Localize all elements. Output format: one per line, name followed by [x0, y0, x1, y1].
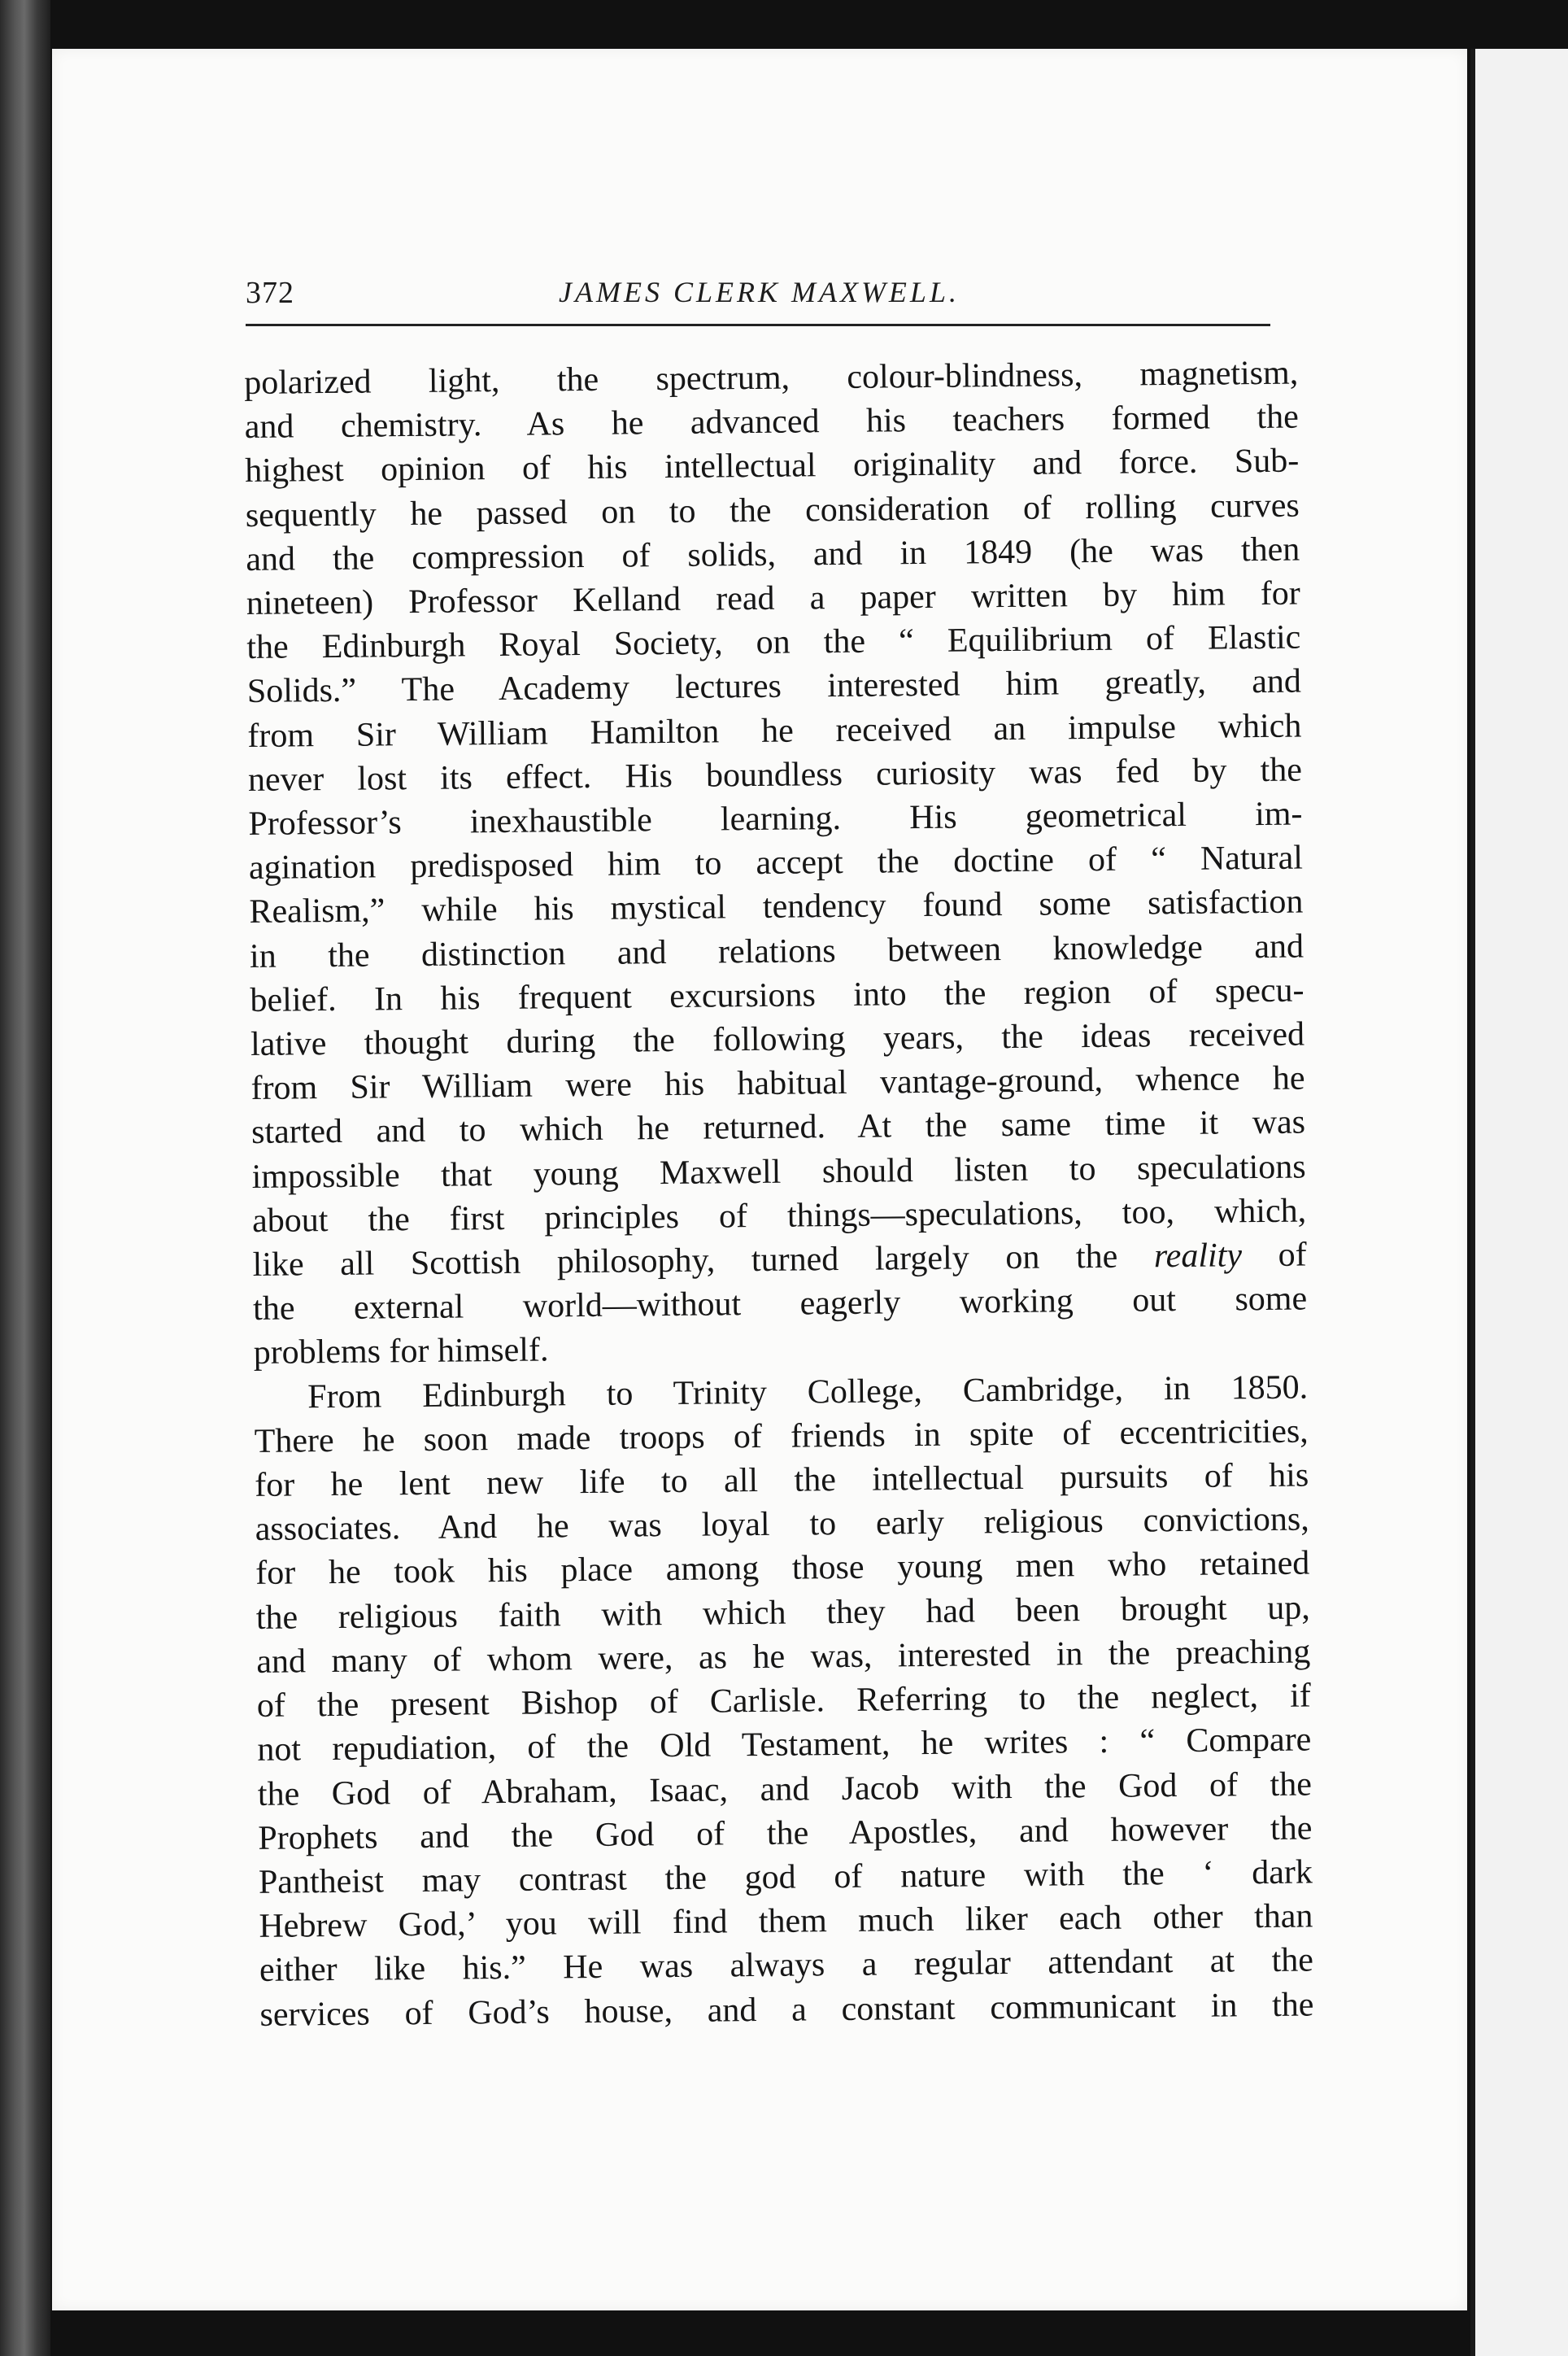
- text-line: Solids.” The Academy lectures interested him greatly, and: [246, 662, 1302, 711]
- text-line: nineteen) Professor Kelland read a paper written by him for: [246, 574, 1301, 623]
- text-line: agination predisposed him to accept the doctine of “ Natural: [248, 839, 1304, 888]
- page-number: 372: [246, 276, 294, 310]
- text-line: associates. And he was loyal to early religious convictions,: [255, 1500, 1309, 1549]
- text-line: Realism,” while his mystical tendency found some satisfaction: [249, 883, 1304, 931]
- text-line: impossible that young Maxwell should listen to speculations: [251, 1148, 1306, 1196]
- text-line: in the distinction and relations between knowledge and: [249, 927, 1304, 975]
- text-line: either like his.” He was always a regular attendant at the: [259, 1941, 1314, 1990]
- text-line: and chemistry. As he advanced his teachers formed the: [244, 398, 1299, 447]
- text-line: for he took his place among those young men who retained: [255, 1544, 1310, 1593]
- text-line: the Edinburgh Royal Society, on the “ Equilibrium of Elastic: [246, 618, 1301, 667]
- text-line: for he lent new life to all the intellectual pursuits of his: [255, 1456, 1309, 1505]
- text-line: sequently he passed on to the consideration of rolling curves: [245, 486, 1300, 534]
- adjacent-page-edge: [1470, 49, 1568, 2356]
- text-segment: like all Scottish philosophy, turned largely on the: [252, 1237, 1155, 1285]
- text-segment: of: [1241, 1236, 1307, 1275]
- text-line: not repudiation, of the Old Testament, he writes : “ Compare: [257, 1721, 1312, 1769]
- text-line: never lost its effect. His boundless curiosity was fed by the: [247, 751, 1303, 799]
- text-line: lative thought during the following years, the ideas received: [250, 1015, 1305, 1064]
- italic-word: reality: [1153, 1237, 1243, 1276]
- running-title: JAMES CLERK MAXWELL.: [559, 276, 960, 308]
- text-line: services of God’s house, and a constant communicant in the: [259, 1985, 1314, 2034]
- text-line: the God of Abraham, Isaac, and Jacob with the God of the: [257, 1765, 1313, 1813]
- text-line: from Sir William were his habitual vantage-ground, whence he: [250, 1059, 1305, 1108]
- body-text: [244, 351, 1314, 2037]
- text-line: Prophets and the God of the Apostles, and however the: [258, 1809, 1313, 1857]
- text-line: belief. In his frequent excursions into the region of specu-: [250, 971, 1304, 1019]
- text-line: about the first principles of things—speculations, too, which,: [251, 1192, 1307, 1240]
- text-line: from Sir William Hamilton he received an impulse which: [247, 707, 1302, 755]
- text-line: and the compression of solids, and in 1849 (he was then: [246, 530, 1300, 578]
- text-line: problems for himself.: [253, 1331, 549, 1372]
- text-line: Hebrew God,’ you will find them much liker each other than: [259, 1897, 1313, 1946]
- text-line: the external world—without eagerly working out some: [252, 1280, 1308, 1329]
- text-line: polarized light, the spectrum, colour-blindness, magnetism,: [244, 354, 1299, 402]
- text-line: Professor’s inexhaustible learning. His geometrical im-: [248, 795, 1303, 844]
- book-binding-edge: [0, 0, 50, 2356]
- running-header: [246, 275, 1270, 326]
- text-line: started and to which he returned. At the same time it was: [250, 1103, 1306, 1152]
- text-line: the religious faith with which they had been brought up,: [255, 1589, 1310, 1637]
- text-line: There he soon made troops of friends in spite of eccentricities,: [254, 1412, 1309, 1460]
- text-line: Pantheist may contrast the god of nature with the ‘ dark: [258, 1853, 1313, 1901]
- text-line: and many of whom were, as he was, interested in the preaching: [256, 1633, 1311, 1681]
- text-line: highest opinion of his intellectual originality and force. Sub-: [245, 442, 1300, 491]
- text-line: From Edinburgh to Trinity College, Cambridge, in 1850.: [307, 1368, 1309, 1416]
- text-line: of the present Bishop of Carlisle. Referring to the neglect, if: [256, 1677, 1312, 1726]
